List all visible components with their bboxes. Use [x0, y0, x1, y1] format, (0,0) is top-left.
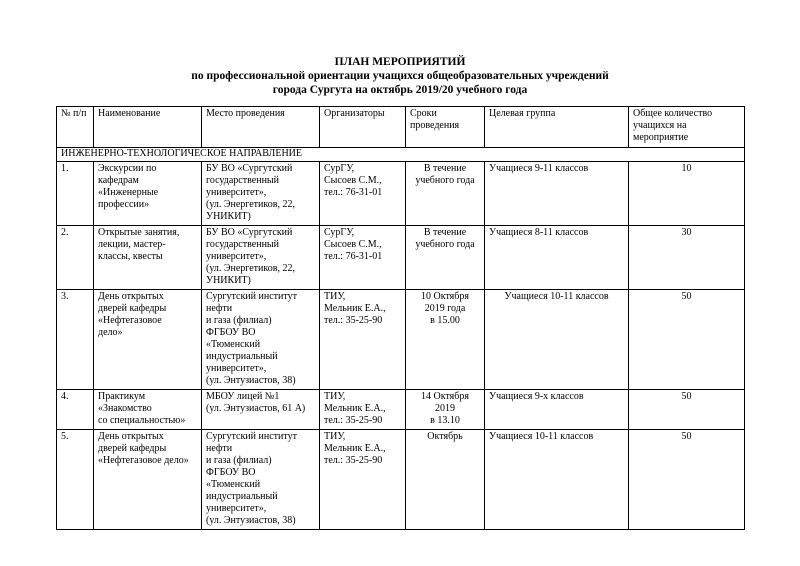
table-row [57, 390, 745, 430]
cell-place [202, 162, 320, 226]
cell-name-line: классы, квесты [98, 251, 163, 262]
header-count: Общее количество учащихся на мероприятие [629, 107, 745, 148]
cell-place-line: (ул. Энергетиков, 22, [206, 199, 295, 210]
cell-dates [406, 430, 485, 530]
cell-target-group: Учащиеся 9-11 классов [485, 162, 629, 226]
cell-dates [406, 390, 485, 430]
cell-name-line: День открытых [98, 291, 164, 302]
cell-count: 50 [629, 290, 745, 390]
cell-organizers-line: СурГУ, [324, 227, 355, 238]
cell-place-line: УНИКИТ) [206, 275, 251, 286]
cell-place-line: нефти [206, 303, 233, 314]
cell-place-line: университет», [206, 187, 267, 198]
cell-place-line: «Тюменский [206, 479, 261, 490]
cell-organizers [320, 226, 406, 290]
table-header-row [57, 107, 745, 148]
cell-count: 30 [629, 226, 745, 290]
cell-organizers-line: Мельник Е.А., [324, 403, 386, 414]
cell-place-line: (ул. Энтузиастов, 38) [206, 515, 296, 526]
cell-target-group: Учащиеся 9-х классов [485, 390, 629, 430]
cell-target-group: Учащиеся 10-11 классов [485, 290, 629, 390]
cell-place-line: индустриальный [206, 351, 278, 362]
cell-count: 50 [629, 430, 745, 530]
cell-name-line: со специальностью» [98, 415, 186, 426]
table-row [57, 290, 745, 390]
cell-organizers-line: тел.: 76-31-01 [324, 251, 383, 262]
cell-organizers-line: ТИУ, [324, 391, 346, 402]
section-title: ИНЖЕНЕРНО-ТЕХНОЛОГИЧЕСКОЕ НАПРАВЛЕНИЕ [57, 148, 745, 162]
cell-num: 5. [57, 430, 94, 530]
cell-place-line: нефти [206, 443, 233, 454]
cell-place-line: «Тюменский [206, 339, 261, 350]
cell-organizers-line: ТИУ, [324, 291, 346, 302]
cell-dates [406, 226, 485, 290]
cell-organizers-line: Сысоев С.М., [324, 175, 382, 186]
cell-name [94, 290, 202, 390]
cell-organizers-line: тел.: 35-25-90 [324, 455, 383, 466]
cell-place [202, 290, 320, 390]
cell-name-line: профессии» [98, 199, 150, 210]
cell-count: 10 [629, 162, 745, 226]
cell-place-line: и газа (филиал) [206, 455, 272, 466]
cell-name-line: кафедрам [98, 175, 139, 186]
cell-dates-line: В течение [423, 163, 467, 174]
cell-num: 2. [57, 226, 94, 290]
table-row [57, 162, 745, 226]
section-row [57, 148, 745, 162]
cell-dates-line: 14 Октября [421, 391, 469, 402]
cell-name-line: Практикум [98, 391, 146, 402]
cell-organizers-line: СурГУ, [324, 163, 355, 174]
cell-place-line: государственный [206, 175, 279, 186]
cell-place-line: (ул. Энтузиастов, 38) [206, 375, 296, 386]
cell-place-line: индустриальный [206, 491, 278, 502]
cell-place-line: УНИКИТ) [206, 211, 251, 222]
cell-dates [406, 162, 485, 226]
cell-name-line: День открытых [98, 431, 164, 442]
cell-dates-line: 2019 года [424, 303, 466, 314]
header-target-group: Целевая группа [485, 107, 629, 148]
cell-organizers-line: Мельник Е.А., [324, 443, 386, 454]
document-title [0, 55, 800, 97]
cell-name-line: Экскурсии по [98, 163, 157, 174]
cell-name-line: дело» [98, 327, 123, 338]
cell-target-group: Учащиеся 8-11 классов [485, 226, 629, 290]
title-line-1: ПЛАН МЕРОПРИЯТИЙ [334, 56, 466, 68]
events-table [56, 106, 745, 530]
cell-organizers-line: Сысоев С.М., [324, 239, 382, 250]
cell-name [94, 162, 202, 226]
cell-name [94, 430, 202, 530]
cell-name-line: «Знакомство [98, 403, 152, 414]
cell-name-line: лекции, мастер- [98, 239, 166, 250]
table-row [57, 430, 745, 530]
cell-organizers [320, 290, 406, 390]
cell-organizers-line: тел.: 76-31-01 [324, 187, 383, 198]
cell-dates-line: 10 Октября [421, 291, 469, 302]
header-organizers: Организаторы [320, 107, 406, 148]
cell-place [202, 390, 320, 430]
cell-organizers-line: тел.: 35-25-90 [324, 415, 383, 426]
cell-place-line: БУ ВО «Сургутский [206, 227, 293, 238]
header-num: № п/п [57, 107, 94, 148]
cell-name-line: «Нефтегазовое дело» [98, 455, 189, 466]
cell-num: 4. [57, 390, 94, 430]
cell-place-line: (ул. Энергетиков, 22, [206, 263, 295, 274]
cell-place-line: ФГБОУ ВО [206, 327, 256, 338]
cell-place-line: университет», [206, 363, 267, 374]
cell-organizers [320, 430, 406, 530]
cell-name-line: дверей кафедры [98, 303, 167, 314]
cell-place [202, 226, 320, 290]
title-line-3: города Сургута на октябрь 2019/20 учебного года [272, 84, 528, 96]
title-line-2: по профессиональной ориентации учащихся общеобразовательных учреждений [191, 70, 609, 82]
cell-place-line: БУ ВО «Сургутский [206, 163, 293, 174]
cell-dates-line: В течение [423, 227, 467, 238]
cell-organizers [320, 162, 406, 226]
cell-organizers-line: ТИУ, [324, 431, 346, 442]
cell-place-line: Сургутский институт [206, 291, 297, 302]
cell-num: 1. [57, 162, 94, 226]
cell-place-line: государственный [206, 239, 279, 250]
cell-organizers-line: тел.: 35-25-90 [324, 315, 383, 326]
cell-name-line: Открытые занятия, [98, 227, 180, 238]
cell-dates [406, 290, 485, 390]
cell-dates-line: в 13.10 [430, 415, 460, 426]
cell-dates-line: учебного года [415, 175, 475, 186]
header-dates: Сроки проведения [406, 107, 485, 148]
cell-place-line: (ул. Энтузиастов, 61 А) [206, 403, 306, 414]
cell-name-line: «Инженерные [98, 187, 159, 198]
cell-organizers-line: Мельник Е.А., [324, 303, 386, 314]
cell-place-line: университет», [206, 251, 267, 262]
table-row [57, 226, 745, 290]
cell-name [94, 390, 202, 430]
cell-name-line: «Нефтегазовое [98, 315, 162, 326]
cell-place [202, 430, 320, 530]
cell-place-line: МБОУ лицей №1 [206, 391, 280, 402]
cell-place-line: Сургутский институт [206, 431, 297, 442]
cell-target-group: Учащиеся 10-11 классов [485, 430, 629, 530]
cell-dates-line: в 15.00 [430, 315, 460, 326]
cell-dates-line: Октябрь [427, 431, 463, 442]
cell-num: 3. [57, 290, 94, 390]
header-place: Место проведения [202, 107, 320, 148]
cell-count: 50 [629, 390, 745, 430]
cell-name-line: дверей кафедры [98, 443, 167, 454]
cell-place-line: университет», [206, 503, 267, 514]
header-name: Наименование [94, 107, 202, 148]
cell-organizers [320, 390, 406, 430]
cell-name [94, 226, 202, 290]
cell-dates-line: 2019 [435, 403, 455, 414]
cell-dates-line: учебного года [415, 239, 475, 250]
cell-place-line: ФГБОУ ВО [206, 467, 256, 478]
cell-place-line: и газа (филиал) [206, 315, 272, 326]
